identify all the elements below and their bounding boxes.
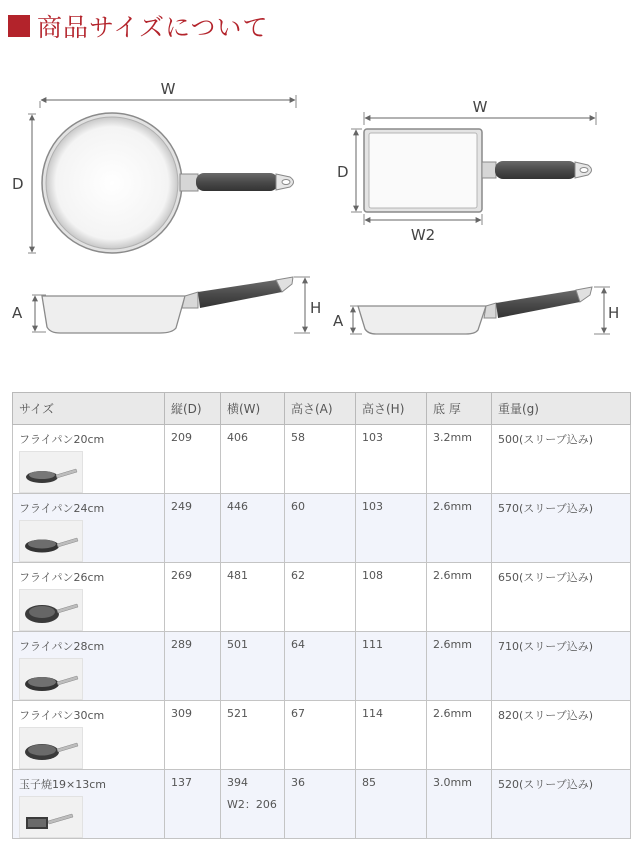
round-side-handle (198, 280, 282, 308)
product-name: 玉子焼19×13cm (19, 778, 106, 791)
height-h-cell: 111 (356, 632, 427, 701)
product-thumbnail (19, 589, 83, 631)
round-top-d-label: D (12, 175, 24, 193)
table-row (13, 494, 631, 563)
round-pan-handle (196, 173, 278, 191)
header-size: サイズ (13, 393, 165, 425)
section-title (8, 8, 269, 44)
depth-cell: 289 (165, 632, 221, 701)
square-pan-body (358, 306, 486, 334)
round-pan-surface (46, 117, 178, 249)
product-thumbnail (19, 520, 83, 562)
thickness-cell: 3.2mm (427, 425, 492, 494)
thickness-cell: 2.6mm (427, 563, 492, 632)
product-cell (13, 701, 165, 770)
height-a-cell: 67 (285, 701, 356, 770)
height-h-cell: 103 (356, 494, 427, 563)
width-cell: 446 (221, 494, 285, 563)
width-value: 394 (227, 776, 248, 789)
round-top-w-label: W (160, 80, 176, 98)
height-h-cell: 85 (356, 770, 427, 839)
title-marker (8, 15, 30, 37)
table-row (13, 563, 631, 632)
product-cell (13, 770, 165, 839)
height-a-cell: 62 (285, 563, 356, 632)
weight-cell: 570(スリーブ込み) (492, 494, 631, 563)
round-pan-top-view (12, 80, 296, 253)
weight-cell: 710(スリーブ込み) (492, 632, 631, 701)
size-diagram (0, 70, 640, 360)
product-cell (13, 563, 165, 632)
square-pan-handle (495, 161, 577, 179)
square-pan-surface (369, 133, 477, 208)
height-h-cell: 108 (356, 563, 427, 632)
square-top-w2-label: W2 (410, 226, 436, 244)
thickness-cell: 3.0mm (427, 770, 492, 839)
depth-cell: 269 (165, 563, 221, 632)
size-table (12, 392, 631, 839)
header-height-h: 高さ(H) (356, 393, 427, 425)
width-cell (221, 770, 285, 839)
product-name: フライパン30cm (19, 709, 105, 722)
product-cell (13, 425, 165, 494)
table-row (13, 701, 631, 770)
height-a-cell: 58 (285, 425, 356, 494)
table-row (13, 770, 631, 839)
product-thumbnail (19, 796, 83, 838)
height-a-cell: 64 (285, 632, 356, 701)
height-a-cell: 36 (285, 770, 356, 839)
depth-cell: 137 (165, 770, 221, 839)
round-pan-body (42, 296, 185, 333)
table-row (13, 632, 631, 701)
depth-cell: 209 (165, 425, 221, 494)
depth-cell: 309 (165, 701, 221, 770)
square-side-handle (496, 290, 580, 318)
square-side-a-label: A (333, 312, 344, 330)
weight-cell: 650(スリーブ込み) (492, 563, 631, 632)
height-h-cell: 103 (356, 425, 427, 494)
square-pan-side-view (333, 287, 619, 334)
width-cell: 521 (221, 701, 285, 770)
width-cell: 501 (221, 632, 285, 701)
table-header-row (13, 393, 631, 425)
product-cell (13, 494, 165, 563)
round-side-a-label: A (12, 304, 23, 322)
height-h-cell: 114 (356, 701, 427, 770)
thickness-cell: 2.6mm (427, 632, 492, 701)
width-cell: 406 (221, 425, 285, 494)
title-text: 商品サイズについて (37, 13, 269, 42)
square-top-d-label: D (337, 163, 349, 181)
thickness-cell: 2.6mm (427, 494, 492, 563)
header-depth: 縦(D) (165, 393, 221, 425)
square-pan-top-view (337, 98, 596, 244)
product-thumbnail (19, 658, 83, 700)
table-row (13, 425, 631, 494)
weight-cell: 500(スリーブ込み) (492, 425, 631, 494)
product-name: フライパン26cm (19, 571, 105, 584)
w2-value: W2：206 (227, 798, 277, 811)
product-thumbnail (19, 451, 83, 493)
width-cell: 481 (221, 563, 285, 632)
product-name: フライパン28cm (19, 640, 105, 653)
height-a-cell: 60 (285, 494, 356, 563)
square-top-w-label: W (472, 98, 488, 116)
header-weight: 重量(g) (492, 393, 631, 425)
square-side-h-label: H (608, 304, 620, 322)
round-side-h-label: H (310, 299, 322, 317)
round-pan-side-view (12, 277, 321, 333)
weight-cell: 520(スリーブ込み) (492, 770, 631, 839)
weight-cell: 820(スリーブ込み) (492, 701, 631, 770)
header-width: 横(W) (221, 393, 285, 425)
depth-cell: 249 (165, 494, 221, 563)
product-cell (13, 632, 165, 701)
header-height-a: 高さ(A) (285, 393, 356, 425)
product-name: フライパン24cm (19, 502, 105, 515)
header-bottom-thickness: 底 厚 (427, 393, 492, 425)
thickness-cell: 2.6mm (427, 701, 492, 770)
product-name: フライパン20cm (19, 433, 105, 446)
product-thumbnail (19, 727, 83, 769)
